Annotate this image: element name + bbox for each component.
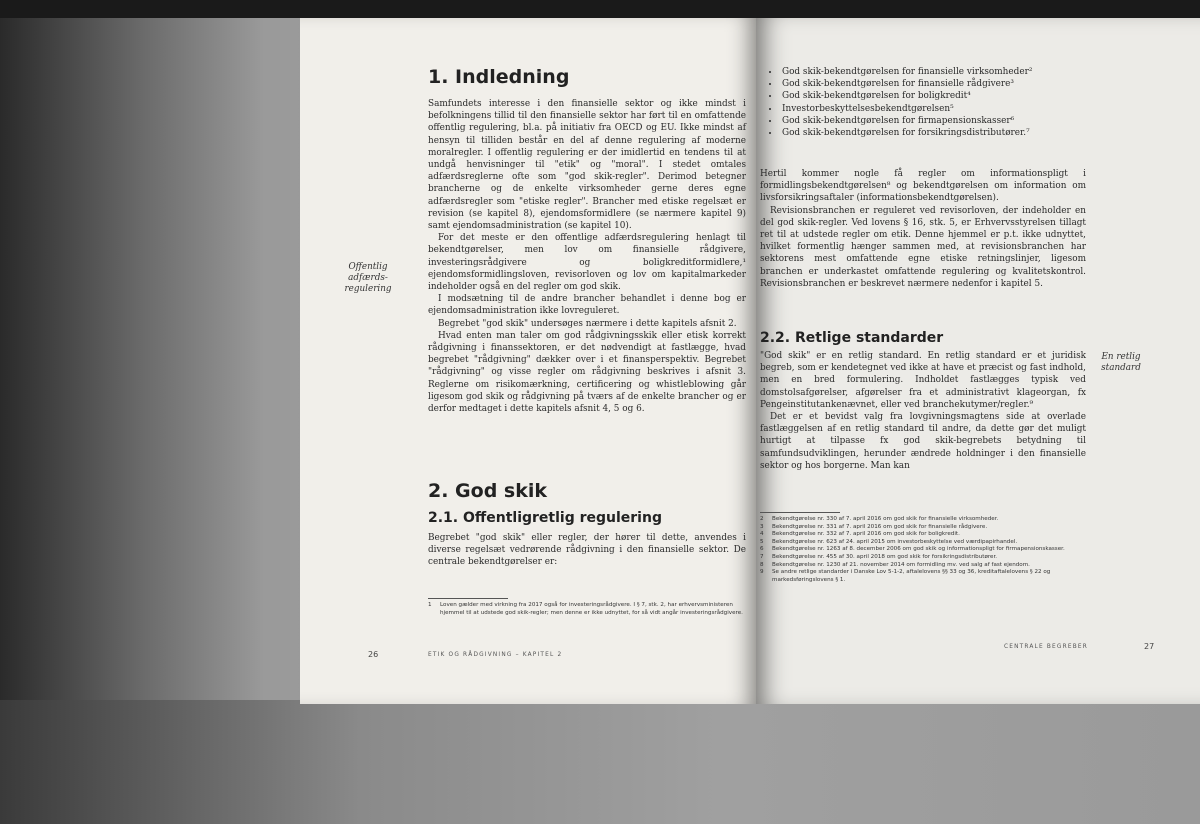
chapter-2-title: 2. God skik: [428, 480, 548, 502]
margin-note: En retlig standard: [1101, 352, 1141, 373]
footnote-text: Bekendtgørelse nr. 331 af 7. april 2016 om god skik for finansielle rådgivere.: [772, 523, 988, 530]
paragraph: Revisionsbranchen er reguleret ved revisorloven, der indeholder en del god skik-regler. Ved lovens § 16, stk. 5, er Erhvervsstyrelsen tillagt ret til at udstede regler om etik. Denne hjemmel er p.t. ikke udnyttet, hvilket formentlig hænger sammen med, at revisionsbranchen har sektorens mest omfattende egne etiske retningslinjer, ligesom branchen er underkastet omfattende regulering og kvalitetskontrol. Revisionsbranchen er beskrevet nærmere nedenfor i kapitel 5.: [760, 205, 1086, 289]
right-page: [756, 18, 1200, 704]
paragraph: Hvad enten man taler om god rådgivningsskik eller etisk korrekt rådgivning i finanssektoren, er det nødvendigt at fastlægge, hvad begrebet "rådgivning" dækker over i et finansperspektiv. Begrebet "rådgivning" og visse regler om rådgivning beskrives i afsnit 3. Reglerne om risikomærkning, certificering og whistleblowing går ligesom god skik og rådgivning på tværs af de enkelte brancher og er derfor medtaget i dette kapitels afsnit 4, 5 og 6.: [428, 330, 746, 415]
footnote-rule: [760, 512, 840, 513]
footnote-number: 1: [428, 602, 432, 608]
footnote-text: Bekendtgørelse nr. 455 af 30. april 2018 om god skik for forsikringsdistributører.: [772, 553, 998, 560]
paragraph: I modsætning til de andre brancher behandlet i denne bog er ejendomsadministration ikke lovreguleret.: [428, 294, 746, 317]
footnote: [760, 546, 1086, 554]
footnotes: [428, 602, 746, 617]
left-page: [300, 18, 756, 704]
paragraph: Det er et bevidst valg fra lovgivningsmagtens side at overlade fastlæggelsen af en retlig standard til andre, da dette gør det muligt hurtigt at tilpasse fx god skik-begrebets betydning til samfundsudviklingen, herunder ændrede holdninger i den finansielle sektor og hos borgerne. Man kan: [760, 412, 1086, 471]
footnote-text: Bekendtgørelse nr. 623 af 24. april 2015 om investorbeskyttelse ved værdipapirhandel.: [772, 538, 1018, 545]
footnotes: [760, 516, 1086, 584]
footnote-text: Bekendtgørelse nr. 330 af 7. april 2016 om god skik for finansielle virksomheder.: [772, 516, 999, 522]
section-2-1-title: 2.1. Offentligretlig regulering: [428, 510, 662, 526]
footnote-text: Bekendtgørelse nr. 1263 af 8. december 2006 om god skik og informationspligt for firmapensionskasser.: [772, 546, 1065, 553]
footnote: [760, 516, 1086, 524]
footnote: [760, 554, 1086, 562]
footnote-number: 8: [760, 561, 764, 568]
scan-bottom-background: [0, 700, 1200, 824]
page-number: 26: [368, 650, 379, 659]
paragraph: Begrebet "god skik" undersøges nærmere i dette kapitels afsnit 2.: [438, 318, 737, 329]
footnote-number: 2: [760, 516, 764, 522]
footnote-number: 3: [760, 523, 764, 530]
footnote-text: Bekendtgørelse nr. 332 af 7. april 2016 om god skik for boligkredit.: [772, 531, 960, 538]
footnote: [760, 531, 1086, 539]
footnote-rule: [428, 598, 508, 599]
list-item: • God skik-bekendtgørelsen for finansielle rådgivere³: [780, 78, 1090, 90]
footnote-number: 4: [760, 531, 764, 538]
bekendtgorelser-list: [768, 66, 1090, 139]
footnote-number: 7: [760, 553, 764, 560]
intro-text: [428, 98, 746, 415]
running-head: CENTRALE BEGREBER: [1004, 644, 1088, 650]
list-item: • Investorbeskyttelsesbekendtgørelsen⁵: [780, 103, 1090, 115]
footnote-number: 9: [760, 569, 764, 576]
footnote: [760, 569, 1086, 584]
footnote: [428, 602, 746, 617]
chapter-title: 1. Indledning: [428, 66, 570, 88]
list-item: • God skik-bekendtgørelsen for forsikringsdistributører.⁷: [780, 127, 1090, 139]
section-2-2-title: 2.2. Retlige standarder: [760, 330, 944, 346]
right-text: [760, 168, 1086, 290]
list-item: • God skik-bekendtgørelsen for finansielle virksomheder²: [780, 66, 1090, 78]
page-number: 27: [1144, 642, 1155, 651]
footnote-number: 5: [760, 538, 764, 545]
footnote-text: Loven gælder med virkning fra 2017 også for investeringsrådgivere. I § 7, stk. 2, har erhvervsministeren hjemmel til at udstede god skik-regler; men denne er ikke udnyttet, for så vidt angår investeringsrådgivere.: [440, 602, 743, 616]
paragraph: Samfundets interesse i den finansielle sektor og ikke mindst i befolkningens tillid til den finansielle sektor har ført til en omfattende offentlig regulering, bl.a. på initiativ fra OECD og EU. Ikke mindst af hensyn til tilliden består en del af denne regulering af moderne moralregler. I offentlig regulering er der imidlertid en tendens til at undgå henvisninger til "etik" og "moral". I stedet omtales adfærdsreglerne ofte som "god skik-regler". Derimod betegner brancherne og de enkelte virksomheder gerne deres egne adfærdsregler som "etiske regler". Brancher med etiske regelsæt er revision (se kapitel 8), ejendomsformidlere (se nærmere kapitel 9) samt ejendomsadministration (se kapitel 10).: [428, 99, 746, 232]
list-item: • God skik-bekendtgørelsen for firmapensionskasser⁶: [780, 115, 1090, 127]
margin-note: Offentlig adfærds-regulering: [344, 262, 392, 294]
footnote: [760, 539, 1086, 547]
section-2-1-text: Begrebet "god skik" eller regler, der hører til dette, anvendes i diverse regelsæt vedrørende rådgivning i den finansielle sektor. De centrale bekendtgørelser er:: [428, 533, 746, 568]
paragraph: For det meste er den offentlige adfærdsregulering henlagt til bekendtgørelser, men lov om finansielle rådgivere, investeringsrådgivere og boligkreditformidlere,¹ ejendomsformidlingsloven, revisorloven og lov om kapitalmarkeder indeholder også en del regler om god skik.: [428, 233, 746, 293]
scan-top-border: [0, 0, 1200, 18]
footnote: [760, 562, 1086, 570]
paragraph: "God skik" er en retlig standard. En retlig standard er et juridisk begreb, som er kendetegnet ved ikke at have et præcist og fast indhold, men en bred formulering. Indholdet fastlægges typisk ved domstolsafgørelser, afgørelser fra et administrativt klageorgan, fx Pengeinstitutankenævnet, eller ved branchekutymer/regler.⁹: [760, 351, 1086, 410]
running-head: ETIK OG RÅDGIVNING – KAPITEL 2: [428, 652, 563, 658]
footnote: [760, 524, 1086, 532]
section-2-2-text: [760, 350, 1086, 472]
list-item: • God skik-bekendtgørelsen for boligkredit⁴: [780, 90, 1090, 102]
paragraph: Hertil kommer nogle få regler om informationspligt i formidlingsbekendtgørelsen⁸ og bekendtgørelsen om information om livsforsikringsaftaler (informationsbekendtgørelsen).: [760, 169, 1086, 204]
footnote-number: 6: [760, 546, 764, 553]
footnote-text: Bekendtgørelse nr. 1230 af 21. november 2014 om formidling mv. ved salg af fast ejendom.: [772, 561, 1030, 568]
footnote-text: Se andre retlige standarder i Danske Lov 5-1-2, aftalelovens §§ 33 og 36, kreditaftalelovens § 22 og markedsføringslovens § 1.: [772, 569, 1051, 583]
